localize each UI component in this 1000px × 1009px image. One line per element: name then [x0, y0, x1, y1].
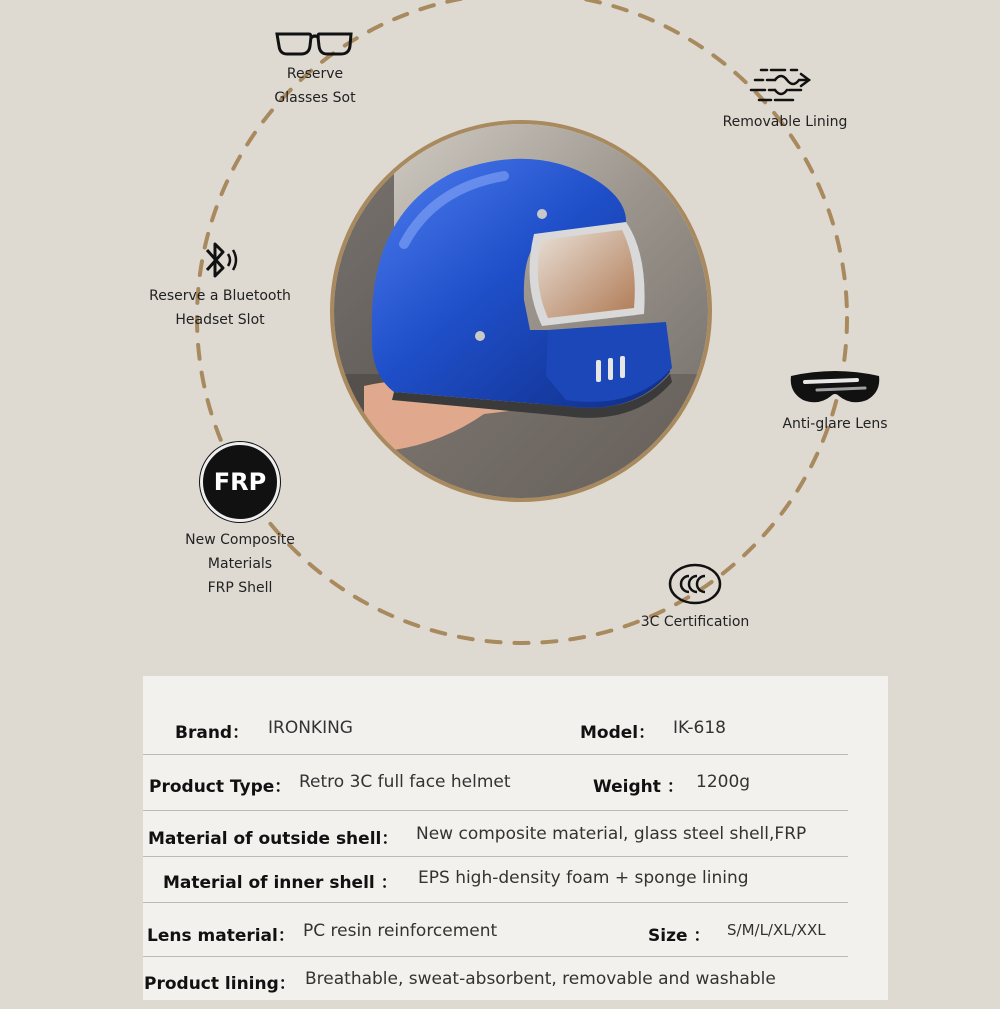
- glasses-label-line2: Glasses Sot: [274, 90, 356, 106]
- spec-row-lens-size: [143, 921, 888, 961]
- weight-value: 1200g: [696, 772, 751, 792]
- size-label: Size ：: [648, 926, 711, 946]
- spec-row-outer-shell: [143, 824, 888, 864]
- spec-row-lining: [143, 969, 888, 1009]
- divider: [143, 810, 848, 811]
- brand-label: Brand：: [175, 723, 250, 743]
- feature-bluetooth-slot: [120, 240, 320, 332]
- glasses-label-line1: Reserve: [286, 66, 344, 82]
- divider: [143, 902, 848, 903]
- lining-value: Breathable, sweat-absorbent, removable and washable: [305, 969, 776, 989]
- spec-table: [143, 676, 888, 1000]
- frp-label-line3: FRP Shell: [207, 580, 273, 596]
- divider: [143, 754, 848, 755]
- lining-label: Removable Lining: [722, 114, 848, 130]
- cert-label: 3C Certification: [640, 614, 750, 630]
- type-value: Retro 3C full face helmet: [299, 772, 511, 792]
- helmet-photo: [330, 120, 712, 502]
- size-value: S/M/L/XL/XXL: [727, 921, 826, 939]
- divider: [143, 856, 848, 857]
- type-label: Product Type：: [149, 777, 292, 797]
- goggle-lens-icon: [787, 368, 883, 408]
- lens-label: Anti-glare Lens: [782, 416, 888, 432]
- inner-shell-value: EPS high-density foam + sponge lining: [418, 868, 749, 888]
- removable-lining-icon: [745, 66, 825, 106]
- feature-3c-certification: [620, 562, 770, 634]
- feature-glasses-slot: [240, 28, 390, 110]
- outer-shell-value: New composite material, glass steel shell,FRP: [416, 824, 807, 844]
- feature-removable-lining: [700, 66, 870, 134]
- model-label: Model：: [580, 723, 656, 743]
- glasses-icon: [275, 28, 355, 58]
- inner-shell-label: Material of inner shell ：: [163, 873, 398, 893]
- bluetooth-icon: [195, 240, 245, 280]
- brand-value: IRONKING: [268, 718, 353, 738]
- ccc-certification-icon: [667, 562, 723, 606]
- weight-label: Weight ：: [593, 777, 684, 797]
- bluetooth-label-line2: Headset Slot: [175, 312, 265, 328]
- lens-material-value: PC resin reinforcement: [303, 921, 498, 941]
- lens-material-label: Lens material：: [147, 926, 295, 946]
- lining-label: Product lining：: [144, 974, 296, 994]
- spec-row-brand-model: [143, 718, 888, 758]
- bluetooth-label-line1: Reserve a Bluetooth: [149, 288, 291, 304]
- divider: [143, 956, 848, 957]
- feature-frp-shell: [160, 442, 320, 600]
- frp-label-line2: Materials: [207, 556, 273, 572]
- frp-label-line1: New Composite: [185, 532, 295, 548]
- spec-row-type-weight: [143, 772, 888, 812]
- model-value: IK-618: [673, 718, 726, 738]
- frp-badge: FRP: [200, 442, 280, 522]
- outer-shell-label: Material of outside shell：: [148, 829, 399, 849]
- feature-anti-glare-lens: [760, 368, 910, 436]
